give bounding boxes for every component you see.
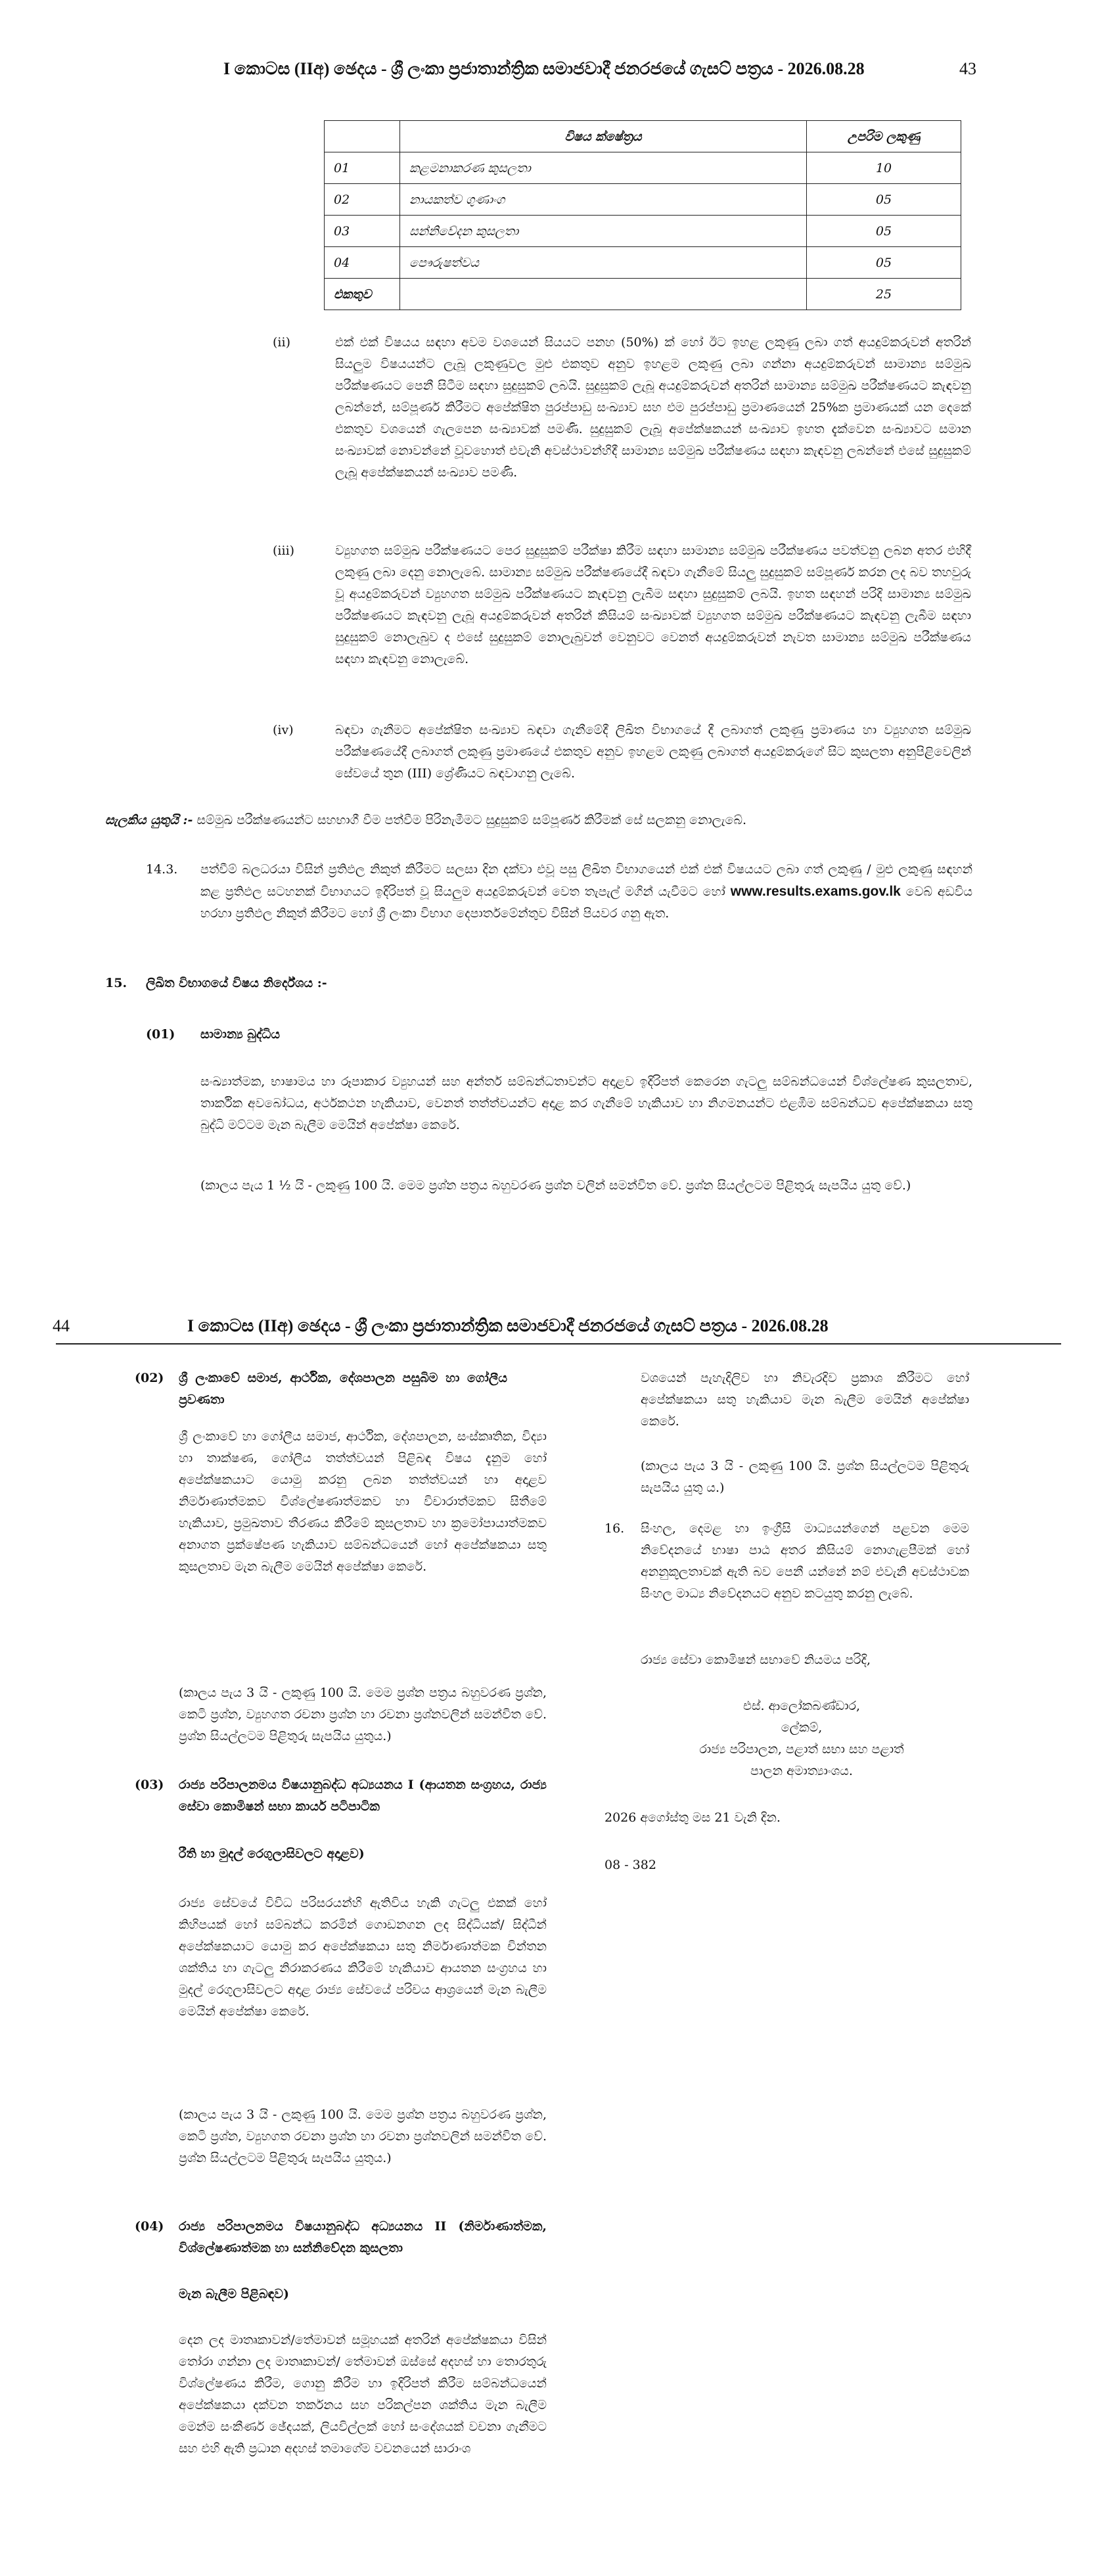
table-cell-number: 01 [325, 152, 400, 184]
reference-code: 08 - 382 [604, 1858, 656, 1872]
subsection-title-line: මැන බැලීම පිළිබඳව) [179, 2287, 289, 2301]
table-header-subject: විෂය ක්ෂේත්‍රය [400, 121, 807, 152]
page-header: I කොටස (IIඅ) ඡෙදය - ශ්‍රී ලංකා ප්‍රජාතාන්ත්‍රික සමාජවාදී ජනරජයේ ගැසට් පත්‍රය - 2026.08.28 [187, 1316, 829, 1335]
table-row [325, 247, 961, 279]
item-number: (iv) [273, 723, 294, 737]
table-total-empty [400, 279, 807, 310]
section-16-text: සිංහල, දෙමළ හා ඉංග්‍රීසි මාධ්‍යයන්ගෙන් පළවන මෙම නිවේදනයේ භාෂා පාඨ අතර කිසියම් නොගැළපීමක් හෝ අනනුකූලතාවක් ඇති බව පෙනී යන්නේ නම් එවැනි අවස්ථාවක සිංහල මාධ්‍ය නිවේදනයට අනුව කටයුතු කරනු ලැබේ. [641, 1521, 969, 1601]
signatory-name: එස්. ආලෝකබණ්ඩාර, [742, 1699, 860, 1713]
item-number: (iii) [273, 543, 295, 558]
subsection-body: ශ්‍රී ලංකාවේ හා ගෝලීය සමාජ, ආර්ථික, දේශපාලන, සංස්කෘතික, විද්‍යා හා තාක්ෂණ, ගෝලීය තත්ත්වයන් පිළිබඳ විෂය දැනුම හෝ අපේක්ෂකයාට යොමු කරනු ලබන තත්ත්වයන් හා අදාළව නිර්මාණාත්මකව විශ්ලේෂණාත්මකව හා විචාරාත්මකව සිතීමේ හැකියාව, ප්‍රමුඛතාව තීරණය කිරීමේ කුසලතාව හා ක්‍රමෝපායාත්මකව අනාගත ප්‍රක්ෂේපණ හැකියාව සම්බන්ධයෙන් හෝ අපේක්ෂකයා සතු කුසලතාව මැන බැලීම මෙයින් අපේක්ෂා කෙරේ. [179, 1429, 547, 1574]
subsection-title: රාජ්‍ය පරිපාලනමය විෂයානුබද්ධ අධ්‍යයනය II (නිර්මාණාත්මක, විශ්ලේෂණාත්මක හා සන්නිවේදන කුසලතා [179, 2219, 547, 2255]
table-cell-marks: 05 [807, 184, 961, 216]
table-cell-marks: 05 [807, 247, 961, 279]
table-total-row [325, 279, 961, 310]
table-header-number [325, 121, 400, 152]
results-link[interactable]: www.results.exams.gov.lk [730, 884, 901, 899]
signatory-title: ලේකම්, [781, 1720, 823, 1735]
signatory-ministry: රාජ්‍ය පරිපාලන, පළාත් සභා සහ පළාත් [699, 1742, 904, 1757]
table-cell-number: 02 [325, 184, 400, 216]
table-total-value: 25 [807, 279, 961, 310]
table-cell-marks: 05 [807, 216, 961, 247]
header-rule [56, 1343, 1061, 1345]
section-text-part: වෙබ් අඩවිය හරහා ප්‍රතිඵල නිකුත් කිරීමට හෝ ශ්‍රී ලංකා විභාග දෙපාර්තමේන්තුව විසින් පියවර ගනු ඇත. [200, 885, 972, 921]
item-number: (ii) [273, 335, 290, 350]
section-text-part: පත්වීම් බලධරයා විසින් ප්‍රතිඵල නිකුත් කිරීමට සලසා දින දක්වා එවූ පසු ලිඛිත විභාගයෙන් එක් එක් විෂයයට ලබා ගත් ලකුණු / මුළු ලකුණු සඳහන් කළ ප්‍රතිඵල සටහනක් විභාගයට ඉදිරිපත් වූ සියලුම අයදුම්කරුවන් වෙත තැපැල් මගින් යැවීමට හෝ [200, 862, 972, 899]
time-note: (කාලය පැය 3 යි - ලකුණු 100 යි. ප්‍රශ්න සියල්ලටම පිළිතුරු සැපයිය යුතු ය.) [641, 1459, 969, 1495]
table-total-label: එකතුව [325, 279, 400, 310]
marks-table [324, 120, 961, 310]
item-text: බඳවා ගැනීමට අපේක්ෂිත සංඛ්‍යාව බඳවා ගැනීමේදී ලිඛිත විභාගයේ දී ලබාගත් ලකුණු ප්‍රමාණය හා ව්‍යුහගත සම්මුඛ පරීක්ෂණයේදී ලබාගත් ලකුණු ප්‍රමාණයේ එකතුව අනුව ඉහළම ලකුණු ලබාගත් අයදුම්කරුගේ සිට කුසලතා අනුපිළිවෙලින් සේවයේ තුන (III) ශ්‍රේණියට බඳවාගනු ලැබේ. [335, 723, 971, 781]
signatory-ministry-line: පාලන අමාත්‍යාංශය. [750, 1764, 853, 1778]
table-row [325, 152, 961, 184]
subsection-body: දෙන ලද මාතෘකාවන්/තේමාවන් සමූහයක් අතරින් අපේක්ෂකයා විසින් තෝරා ගන්නා ලද මාතෘකාවන්/ තේමාවන් ඔස්සේ අදහස් හා තොරතුරු විශ්ලේෂණය කිරීම, ගොනු කිරීම හා ඉදිරිපත් කිරීම සම්බන්ධයෙන් අපේක්ෂකයා දක්වන තර්කනය සහ පරිකල්පන ශක්තිය මැන බැලීම මෙන්ම සංකීර්ණ ඡේදයක්, ලියවිල්ලක් හෝ සංදේශයක් වචනා ගැනීමට සහ එහි ඇති ප්‍රධාන අදහස් තමාගේම වචනයෙන් සාරාංශ [179, 2333, 547, 2456]
subsection-title: ශ්‍රී ලංකාවේ සමාජ, ආර්ථික, දේශපාලන පසුබිම හා ගෝලීය ප්‍රවණතා [179, 1371, 507, 1407]
page-header: I කොටස (IIඅ) ඡෙදය - ශ්‍රී ලංකා ප්‍රජාතාන්ත්‍රික සමාජවාදී ජනරජයේ ගැසට් පත්‍රය - 2026.08.28 [223, 59, 865, 78]
section-14-3-text [200, 859, 972, 925]
note-text: සම්මුඛ පරීක්ෂණයන්ට සහභාගී වීම පත්වීම පිරිනැමීමට සුදුසුකම් සම්පූර්ණ කිරීමක් සේ සලකනු නොලැබේ. [196, 813, 747, 827]
subsection-number: (03) [135, 1778, 164, 1792]
section-title: ලිඛිත විභාගයේ විෂය නිර්දේශය :- [146, 976, 327, 990]
section-number: 14.3. [146, 862, 178, 877]
table-row [325, 184, 961, 216]
page-number: 43 [959, 59, 976, 78]
time-note: (කාලය පැය 1 ½ යි - ලකුණු 100 යි. මෙම ප්‍රශ්න පත්‍රය බහුවරණ ප්‍රශ්න වලින් සමන්විත වේ. ප්‍රශ්න සියල්ලටම පිළිතුරු සැපයිය යුතු වේ.) [200, 1178, 911, 1193]
note [105, 810, 999, 831]
subsection-number: (01) [146, 1027, 175, 1042]
subsection-number: (02) [135, 1371, 164, 1385]
subsection-title: රාජ්‍ය පරිපාලනමය විෂයානුබද්ධ අධ්‍යයනය I (ආයතන සංග්‍රහය, රාජ්‍ය සේවා කොමිෂන් සභා කාර්ය පටිපාටික [179, 1778, 547, 1814]
subsection-title-line: රීති හා මුදල් රෙගුලාසිවලට අදාළව) [179, 1847, 365, 1861]
time-note: (කාලය පැය 3 යි - ලකුණු 100 යි. මෙම ප්‍රශ්න පත්‍රය බහුවරණ ප්‍රශ්න, කෙටි ප්‍රශ්න, ව්‍යුහගත රචනා ප්‍රශ්න හා රචනා ප්‍රශ්නවලින් සමන්විත වේ. ප්‍රශ්න සියල්ලටම පිළිතුරු සැපයිය යුතුය.) [179, 2107, 547, 2165]
note-label: සැලකිය යුතුයි :- [105, 813, 193, 827]
time-note: (කාලය පැය 3 යි - ලකුණු 100 යි. මෙම ප්‍රශ්න පත්‍රය බහුවරණ ප්‍රශ්න, කෙටි ප්‍රශ්න, ව්‍යුහගත රචනා ප්‍රශ්න හා රචනා ප්‍රශ්නවලින් සමන්විත වේ. ප්‍රශ්න සියල්ලටම පිළිතුරු සැපයිය යුතුය.) [179, 1686, 547, 1743]
section-number: 15. [105, 976, 127, 990]
table-cell-number: 04 [325, 247, 400, 279]
order-text: රාජ්‍ය සේවා කොමිෂන් සභාවේ නියමය පරිදි, [641, 1653, 871, 1667]
table-cell-number: 03 [325, 216, 400, 247]
subsection-number: (04) [135, 2219, 164, 2234]
table-cell-subject: සන්නිවේදන කුසලතා [400, 216, 807, 247]
table-header-marks: උපරිම ලකුණු [807, 121, 961, 152]
table-cell-subject: නායකත්ව ගුණාංග [400, 184, 807, 216]
item-text: එක් එක් විෂයය සඳහා අවම වශයෙන් සියයට පනහ (50%) ක් හෝ ඊට ඉහළ ලකුණු ලබා ගත් අයදුම්කරුවන් අතරින් සියලුම විෂයයන්ට ලැබූ ලකුණුවල මුළු එකතුව අනුව ඉහළම ලකුණු ලබා ගන්නා අයදුම්කරුවන් සාමාන්‍ය සම්මුඛ පරීක්ෂණයට පෙනී සිටීම සඳහා සුදුසුකම් ලබයි. සුදුසුකම් ලැබූ අයදුම්කරුවන් අතරින් සාමාන්‍ය සම්මුඛ පරීක්ෂණයට කැඳවනු ලබන්නේ, සම්පූර්ණ කිරීමට අපේක්ෂිත පුරප්පාඩු සංඛ්‍යාව සහ එම පුරප්පාඩු ප්‍රමාණයෙන් 25%ක ප්‍රමාණයක් යන දෙකේ එකතුව වශයෙන් ගැලපෙන සංඛ්‍යාවක් පමණි. සුදුසුකම් ලැබූ අපේක්ෂකයන් සංඛ්‍යාව ඉහත දැක්වෙන සංඛ්‍යාවට සමාන සංඛ්‍යාවක් නොවන්නේ වූවහොත් එවැනි අවස්ථාවන්හිදී සාමාන්‍ය සම්මුඛ පරීක්ෂණය සඳහා කැඳවනු ලබන්නේ එසේ සුදුසුකම් ලැබූ අපේක්ෂකයන් සංඛ්‍යාව පමණි. [335, 335, 971, 480]
subsection-body: රාජ්‍ය සේවයේ විවිධ පරිසරයන්හි ඇතිවිය හැකි ගැටලු එකක් හෝ කිහිපයක් හෝ සම්බන්ධ කරමින් ගොඩනගන ලද සිද්ධියක්/ සිද්ධීන් අපේක්ෂකයාට යොමු කර අපේක්ෂකයා සතු නිර්මාණාත්මක චින්තන ශක්තිය හා ගැටලු නිරාකරණය කිරීමේ හැකියාව ආයතන සංග්‍රහය හා මුදල් රෙගුලාසිවලට අදාළ රාජ්‍ය සේවයේ පරිචය ආශ්‍රයෙන් මැන බැලීම මෙයින් අපේක්ෂා කෙරේ. [179, 1896, 547, 2019]
table-cell-marks: 10 [807, 152, 961, 184]
subsection-title: සාමාන්‍ය බුද්ධිය [200, 1027, 281, 1042]
section-number: 16. [604, 1521, 625, 1536]
table-cell-subject: කළමනාකරණ කුසලතා [400, 152, 807, 184]
date-line: 2026 අගෝස්තු මස 21 වැනි දින. [604, 1810, 781, 1825]
subsection-body: සංඛ්‍යාත්මක, භාෂාමය හා රූපාකාර ව්‍යුහයන් සහ අන්තර් සම්බන්ධතාවන්ට අදාළව ඉදිරිපත් කෙරෙන ගැටලු සම්බන්ධයෙන් විශ්ලේෂණ කුසලතාව, තාර්කික අවබෝධය, අර්ථකථන හැකියාව, වෙනත් තත්ත්වයන්ට අදාළ කර ගැනීමේ හැකියාව හා නිගමනයන්ට එළඹීම සම්බන්ධව අපේක්ෂකයා සතු බුද්ධි මට්ටම මැන බැලීම මෙයින් අපේක්ෂා කෙරේ. [200, 1074, 972, 1132]
table-header-row [325, 121, 961, 152]
page-number: 44 [53, 1316, 70, 1335]
item-text: ව්‍යුහගත සම්මුඛ පරීක්ෂණයට පෙර සුදුසුකම් පරීක්ෂා කිරීම සඳහා සාමාන්‍ය සම්මුඛ පරීක්ෂණය පවත්වනු ලබන අතර එහිදී ලකුණු ලබා දෙනු නොලැබේ. සාමාන්‍ය සම්මුඛ පරීක්ෂණයේදී බඳවා ගැනීමේ සියලු සුදුසුකම් සම්පූර්ණ කරන ලද බව තහවුරු වූ අයදුම්කරුවන් ව්‍යුහගත සම්මුඛ පරීක්ෂණයට කැඳවනු ලැබීම සඳහා සුදුසුකම් ලබයි. ඉහත සඳහන් පරිදි සාමාන්‍ය සම්මුඛ පරීක්ෂණයට කැඳවනු ලැබූ අයදුම්කරුවන් අතරින් කිසියම් සංඛ්‍යාවක් ව්‍යුහගත සම්මුඛ පරීක්ෂණයට කැඳවනු ලැබීම සඳහා සුදුසුකම් නොලැබුව ද එසේ සුදුසුකම් නොලැබුවන් වෙනුවට වෙනත් අයදුම්කරුවන් නැවත සාමාන්‍ය සම්මුඛ පරීක්ෂණය සඳහා කැඳවනු නොලැබේ. [335, 543, 971, 666]
table-row [325, 216, 961, 247]
continued-text: වශයෙන් පැහැදිලිව හා නිවැරදිව ප්‍රකාශ කිරීමට හෝ අපේක්ෂකයා සතු හැකියාව මැන බැලීම මෙයින් අපේක්ෂා කෙරේ. [641, 1371, 969, 1429]
table-cell-subject: පෞරුෂත්වය [400, 247, 807, 279]
